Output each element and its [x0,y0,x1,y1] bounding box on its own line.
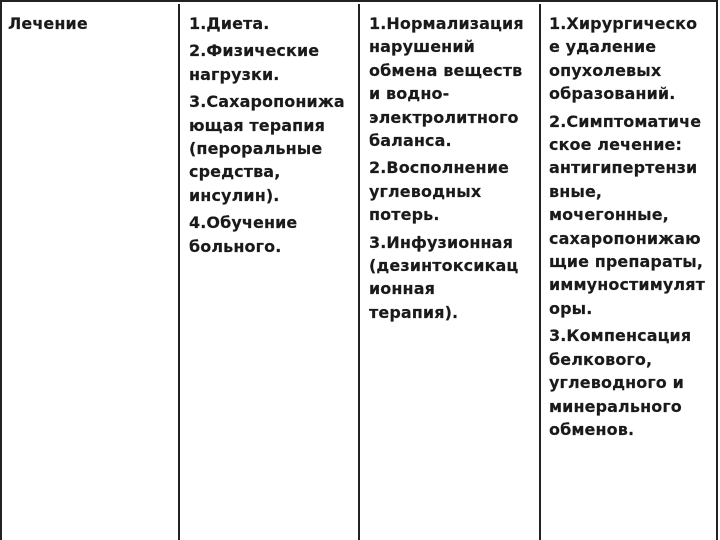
list-item-line: 2.Симптоматиче [549,111,702,131]
list-item-line: и водно- [369,84,450,104]
list-item-line: мочегонные, [549,205,669,225]
list-item [549,12,719,106]
list-item-line: ское лечение: [549,135,682,155]
list-item-line: белкового, [549,349,653,369]
list-item-line: 1.Хирургическо [549,14,698,33]
list-item-line: (дезинтоксикац [369,256,519,276]
list-item-line: углеводных [369,181,482,201]
list-item [369,12,539,152]
list-item [549,110,719,321]
list-item-line: минерального [549,396,682,416]
list-item-line: (пероральные [189,139,323,159]
list-item-line: образований. [549,84,676,104]
list-item-line: сахаропонижаю [549,228,701,248]
list-item-line: нагрузки. [189,64,280,84]
list-item [369,156,539,226]
list-item-line: 1.Нормализация [369,14,524,33]
list-item-line: вные, [549,181,603,201]
list-item-line: больного. [189,236,282,256]
list-item-line: средства, [189,162,281,182]
list-item-line: 1.Диета. [189,14,270,33]
list-item-line: 4.Обучение [189,213,298,233]
treatment-cell-1 [189,4,359,540]
column-divider [539,4,541,540]
column-divider [178,4,180,540]
treatment-cell-2 [369,4,539,540]
list-item-line: обмена веществ [369,60,523,80]
list-item-line: опухолевых [549,60,662,80]
list-item-line: е удаление [549,37,657,57]
list-item-line: 3.Инфузионная [369,232,513,252]
row-label-cell [8,4,174,540]
list-item-line: нарушений [369,37,475,57]
list-item [189,90,359,207]
treatment-cell-3 [549,4,719,540]
list-item-line: потерь. [369,205,440,225]
list-item-line: 3.Сахаропонижа [189,92,345,112]
list-item-line: углеводного и [549,373,684,393]
list-item-line: обменов. [549,419,635,439]
list-item [189,211,359,258]
list-item-line: инсулин). [189,185,280,205]
row-label: Лечение [8,14,88,33]
list-item [369,231,539,325]
list-item [549,324,719,441]
list-item-line: антигипертензи [549,158,698,178]
list-item-line: терапия). [369,302,459,322]
list-item-line: ющая терапия [189,115,325,135]
list-item-line: 2.Восполнение [369,158,509,178]
list-item-line: 2.Физические [189,41,320,61]
list-item-line: 3.Компенсация [549,326,692,346]
list-item-line: щие препараты, [549,252,704,272]
list-item-line: баланса. [369,131,452,151]
list-item-line: электролитного [369,107,519,127]
list-item [189,39,359,86]
list-item-line: ионная [369,279,435,299]
list-item [189,12,359,35]
list-item-line: иммуностимулят [549,275,705,295]
list-item-line: оры. [549,298,593,318]
